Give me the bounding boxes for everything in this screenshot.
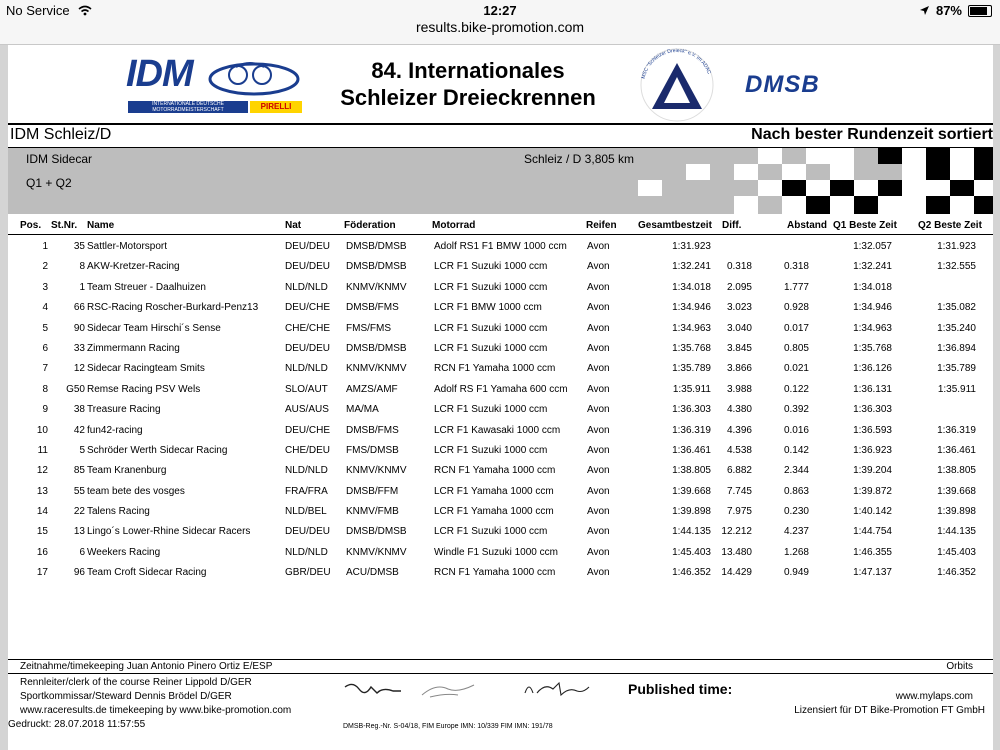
registration-text: DMSB-Reg.-Nr. S-04/18, FIM Europe IMN: 10/339 FIM IMN: 191/78 <box>343 723 553 730</box>
cell-q2: 1:35.911 <box>937 383 976 395</box>
table-row <box>8 502 993 522</box>
col-stnr: St.Nr. <box>51 220 78 231</box>
cell-nat: NLD/NLD <box>285 363 328 375</box>
clock: 12:27 <box>483 3 517 18</box>
cell-pos: 8 <box>42 383 48 395</box>
cell-nat: GBR/DEU <box>285 567 331 579</box>
cell-best: 1:35.789 <box>672 363 711 375</box>
table-row <box>8 421 993 441</box>
cell-q1: 1:35.768 <box>853 342 892 354</box>
event-title-line1: 84. Internationales <box>371 58 565 83</box>
cell-nat: NLD/BEL <box>285 506 327 518</box>
col-tyres: Reifen <box>586 220 617 231</box>
cell-fed: DMSB/FMS <box>346 424 399 436</box>
cell-name: Sidecar Team Hirschi´s Sense <box>87 322 221 334</box>
cell-q1: 1:39.204 <box>853 465 892 477</box>
cell-fed: ACU/DMSB <box>346 567 399 579</box>
cell-q2: 1:35.082 <box>937 302 976 314</box>
table-row <box>8 543 993 563</box>
cell-fed: DMSB/DMSB <box>346 342 407 354</box>
cell-diff: 3.988 <box>726 383 752 395</box>
cell-tyres: Avon <box>587 424 610 436</box>
cell-best: 1:34.018 <box>672 281 711 293</box>
cell-nat: SLO/AUT <box>285 383 328 395</box>
cell-fed: FMS/FMS <box>346 322 391 334</box>
cell-q2: 1:31.923 <box>937 241 976 252</box>
table-row <box>8 339 993 359</box>
cell-q1: 1:34.018 <box>853 281 892 293</box>
cell-name: Lingo´s Lower-Rhine Sidecar Racers <box>87 526 251 538</box>
results-table-body <box>8 237 993 584</box>
cell-fed: DMSB/FMS <box>346 302 399 314</box>
cell-pos: 12 <box>36 465 48 477</box>
cell-diff: 7.975 <box>726 506 752 518</box>
cell-fed: DMSB/DMSB <box>346 261 407 273</box>
class-label: IDM Sidecar <box>26 152 93 166</box>
cell-fed: DMSB/FFM <box>346 485 399 497</box>
cell-nr: G50 <box>66 383 85 395</box>
cell-gap: 0.016 <box>783 424 809 436</box>
cell-name: Team Streuer - Daalhuizen <box>87 281 206 293</box>
cell-nr: 35 <box>73 241 85 252</box>
cell-gap: 0.949 <box>783 567 809 579</box>
table-row <box>8 522 993 542</box>
cell-pos: 5 <box>42 322 48 334</box>
cell-diff: 0.318 <box>726 261 752 273</box>
cell-fed: AMZS/AMF <box>346 383 398 395</box>
signature-3 <box>523 679 593 701</box>
cell-bike: RCN F1 Yamaha 1000 ccm <box>434 465 556 477</box>
battery-percent: 87% <box>935 3 962 18</box>
cell-bike: RCN F1 Yamaha 1000 ccm <box>434 567 556 579</box>
cell-nat: AUS/AUS <box>285 404 329 416</box>
table-row <box>8 278 993 298</box>
cell-q2: 1:36.894 <box>937 342 976 354</box>
cell-nat: NLD/NLD <box>285 281 328 293</box>
cell-tyres: Avon <box>587 281 610 293</box>
cell-pos: 17 <box>36 567 48 579</box>
cell-gap: 2.344 <box>783 465 809 477</box>
cell-nr: 12 <box>73 363 85 375</box>
cell-best: 1:34.963 <box>672 322 711 334</box>
divider <box>8 673 993 674</box>
cell-pos: 4 <box>42 302 48 314</box>
col-gap: Abstand <box>787 220 827 231</box>
cell-tyres: Avon <box>587 404 610 416</box>
col-q2: Q2 Beste Zeit <box>918 220 982 231</box>
cell-bike: LCR F1 Suzuki 1000 ccm <box>434 526 548 538</box>
cell-nat: NLD/NLD <box>285 546 328 558</box>
cell-tyres: Avon <box>587 302 610 314</box>
cell-diff: 12.212 <box>721 526 752 538</box>
cell-name: RSC-Racing Roscher-Burkard-Penz13 <box>87 302 259 314</box>
cell-bike: LCR F1 BMW 1000 ccm <box>434 302 542 314</box>
cell-name: Talens Racing <box>87 506 150 518</box>
cell-nr: 66 <box>73 302 85 314</box>
cell-tyres: Avon <box>587 526 610 538</box>
cell-q1: 1:47.137 <box>853 567 892 579</box>
col-name: Name <box>87 220 115 231</box>
cell-nat: DEU/CHE <box>285 424 331 436</box>
dmsb-logo: DMSB <box>745 71 820 98</box>
cell-pos: 15 <box>36 526 48 538</box>
cell-fed: KNMV/KNMV <box>346 363 407 375</box>
cell-gap: 0.021 <box>783 363 809 375</box>
cell-gap: 1.777 <box>783 281 809 293</box>
cell-diff: 6.882 <box>726 465 752 477</box>
cell-best: 1:31.923 <box>672 241 711 252</box>
cell-nat: FRA/FRA <box>285 485 328 497</box>
cell-q1: 1:40.142 <box>853 506 892 518</box>
col-nat: Nat <box>285 220 302 231</box>
clerk-text: Rennleiter/clerk of the course Reiner Lippold D/GER <box>20 677 252 688</box>
cell-bike: Windle F1 Suzuki 1000 ccm <box>434 546 558 558</box>
battery-fill <box>970 7 987 15</box>
cell-diff: 4.538 <box>726 444 752 456</box>
cell-q1: 1:44.754 <box>853 526 892 538</box>
divider <box>8 659 993 660</box>
cell-pos: 11 <box>37 444 48 456</box>
cell-nr: 55 <box>73 485 85 497</box>
cell-nr: 33 <box>73 342 85 354</box>
cell-pos: 3 <box>42 281 48 293</box>
cell-pos: 13 <box>36 485 48 497</box>
cell-tyres: Avon <box>587 546 610 558</box>
idm-logo <box>126 53 306 115</box>
cell-pos: 14 <box>36 506 48 518</box>
cell-bike: LCR F1 Suzuki 1000 ccm <box>434 261 548 273</box>
results-page <box>8 45 993 750</box>
cell-name: AKW-Kretzer-Racing <box>87 261 180 273</box>
cell-pos: 6 <box>42 342 48 354</box>
cell-fed: KNMV/KNMV <box>346 281 407 293</box>
cell-name: Remse Racing PSV Wels <box>87 383 201 395</box>
cell-diff: 13.480 <box>721 546 752 558</box>
raceresults-link[interactable]: www.raceresults.de timekeeping by www.bike-promotion.com <box>20 705 292 716</box>
cell-pos: 2 <box>42 261 48 273</box>
cell-gap: 0.863 <box>783 485 809 497</box>
cell-diff: 3.023 <box>726 302 752 314</box>
cell-q1: 1:34.946 <box>853 302 892 314</box>
cell-nat: CHE/DEU <box>285 444 331 456</box>
cell-best: 1:38.805 <box>672 465 711 477</box>
signature-2 <box>418 679 478 701</box>
cell-fed: MA/MA <box>346 404 379 416</box>
cell-nat: DEU/CHE <box>285 302 331 314</box>
cell-bike: LCR F1 Suzuki 1000 ccm <box>434 281 548 293</box>
cell-name: fun42-racing <box>87 424 143 436</box>
sort-label: Nach bester Rundenzeit sortiert <box>751 126 993 143</box>
cell-nr: 42 <box>73 424 85 436</box>
cell-diff: 4.396 <box>726 424 752 436</box>
pirelli-logo: PIRELLI <box>250 101 302 113</box>
table-row <box>8 359 993 379</box>
cell-nat: DEU/DEU <box>285 261 331 273</box>
cell-nat: DEU/DEU <box>285 241 331 252</box>
cell-bike: LCR F1 Yamaha 1000 ccm <box>434 506 554 518</box>
event-title <box>308 57 628 111</box>
address-bar[interactable] <box>0 20 1000 45</box>
page-title: IDM Schleiz/D <box>10 126 112 143</box>
cell-best: 1:35.768 <box>672 342 711 354</box>
cell-best: 1:36.319 <box>672 424 711 436</box>
idm-logo-text: IDM <box>126 53 193 95</box>
cell-q2: 1:45.403 <box>937 546 976 558</box>
cell-gap: 0.805 <box>783 342 809 354</box>
cell-gap: 0.928 <box>783 302 809 314</box>
cell-name: Team Croft Sidecar Racing <box>87 567 207 579</box>
cell-diff: 7.745 <box>726 485 752 497</box>
cell-name: Sidecar Racingteam Smits <box>87 363 205 375</box>
footer <box>8 657 993 750</box>
cell-nr: 90 <box>73 322 85 334</box>
cell-best: 1:39.898 <box>672 506 711 518</box>
cell-tyres: Avon <box>587 465 610 477</box>
cell-q1: 1:46.355 <box>853 546 892 558</box>
cell-nr: 85 <box>73 465 85 477</box>
cell-bike: Adolf RS1 F1 BMW 1000 ccm <box>434 241 567 252</box>
cell-gap: 0.017 <box>783 322 809 334</box>
cell-nat: DEU/DEU <box>285 526 331 538</box>
cell-nr: 5 <box>79 444 85 456</box>
cell-diff: 4.380 <box>726 404 752 416</box>
cell-name: Schröder Werth Sidecar Racing <box>87 444 228 456</box>
table-row <box>8 237 993 257</box>
msc-logo-text: MSC "Schleizer Dreieck" e.V. im ADAC <box>640 47 712 80</box>
col-pos: Pos. <box>20 220 42 231</box>
cell-fed: KNMV/KNMV <box>346 546 407 558</box>
cell-bike: RCN F1 Yamaha 1000 ccm <box>434 363 556 375</box>
table-row <box>8 298 993 318</box>
cell-fed: DMSB/DMSB <box>346 526 407 538</box>
cell-gap: 0.318 <box>783 261 809 273</box>
col-best-time: Gesamtbestzeit <box>638 220 712 231</box>
cell-tyres: Avon <box>587 383 610 395</box>
cell-bike: LCR F1 Suzuki 1000 ccm <box>434 404 548 416</box>
cell-best: 1:45.403 <box>672 546 711 558</box>
cell-diff: 3.845 <box>726 342 752 354</box>
cell-tyres: Avon <box>587 363 610 375</box>
title-bar <box>8 125 993 147</box>
cell-q1: 1:32.241 <box>853 261 892 273</box>
cell-q2: 1:39.898 <box>937 506 976 518</box>
cell-best: 1:34.946 <box>672 302 711 314</box>
cell-bike: LCR F1 Suzuki 1000 ccm <box>434 444 548 456</box>
motorcycle-icon <box>208 57 300 97</box>
divider <box>8 234 993 235</box>
cell-nat: CHE/CHE <box>285 322 331 334</box>
table-row <box>8 441 993 461</box>
table-row <box>8 380 993 400</box>
cell-q2: 1:35.240 <box>937 322 976 334</box>
cell-nr: 22 <box>73 506 85 518</box>
cell-bike: LCR F1 Yamaha 1000 ccm <box>434 485 554 497</box>
cell-best: 1:32.241 <box>672 261 711 273</box>
cell-fed: KNMV/FMB <box>346 506 399 518</box>
cell-q1: 1:32.057 <box>853 241 892 252</box>
cell-gap: 1.268 <box>783 546 809 558</box>
cell-gap: 0.230 <box>783 506 809 518</box>
table-row <box>8 319 993 339</box>
cell-q2: 1:44.135 <box>937 526 976 538</box>
checkered-flag-pattern <box>638 148 993 214</box>
cell-tyres: Avon <box>587 241 610 252</box>
col-q1: Q1 Beste Zeit <box>833 220 897 231</box>
col-diff: Diff. <box>722 220 742 231</box>
cell-pos: 1 <box>42 241 48 252</box>
idm-subtitle: INTERNATIONALE DEUTSCHE MOTORRADMEISTERSCHAFT <box>128 101 248 113</box>
cell-q1: 1:36.303 <box>853 404 892 416</box>
cell-fed: FMS/DMSB <box>346 444 399 456</box>
cell-q2: 1:36.461 <box>937 444 976 456</box>
cell-tyres: Avon <box>587 322 610 334</box>
cell-best: 1:36.461 <box>672 444 711 456</box>
cell-q2: 1:38.805 <box>937 465 976 477</box>
printed-timestamp: Gedruckt: 28.07.2018 11:57:55 <box>8 719 146 730</box>
licence-text: Lizensiert für DT Bike-Promotion FT GmbH <box>794 705 985 716</box>
session-info <box>8 148 993 214</box>
cell-q1: 1:36.923 <box>853 444 892 456</box>
status-bar <box>0 0 1000 20</box>
cell-nr: 96 <box>73 567 85 579</box>
timekeeping-text: Zeitnahme/timekeeping Juan Antonio Pinero Ortiz E/ESP <box>20 661 273 672</box>
msc-schleizer-dreieck-logo <box>622 47 732 123</box>
cell-best: 1:46.352 <box>672 567 711 579</box>
carrier-label: No Service <box>6 3 70 18</box>
table-row <box>8 257 993 277</box>
cell-bike: Adolf RS F1 Yamaha 600 ccm <box>434 383 568 395</box>
cell-diff: 3.040 <box>726 322 752 334</box>
header-banner <box>8 45 993 123</box>
results-table-header <box>8 220 993 234</box>
mylaps-link[interactable]: www.mylaps.com <box>895 691 973 702</box>
cell-gap: 0.392 <box>783 404 809 416</box>
cell-nat: DEU/DEU <box>285 342 331 354</box>
cell-name: Team Kranenburg <box>87 465 167 477</box>
cell-gap: 0.122 <box>783 383 809 395</box>
cell-q1: 1:34.963 <box>853 322 892 334</box>
cell-q1: 1:36.131 <box>853 383 892 395</box>
cell-best: 1:39.668 <box>672 485 711 497</box>
orbits-text: Orbits <box>946 661 973 672</box>
cell-fed: KNMV/KNMV <box>346 465 407 477</box>
cell-name: Weekers Racing <box>87 546 161 558</box>
cell-tyres: Avon <box>587 444 610 456</box>
cell-best: 1:44.135 <box>672 526 711 538</box>
cell-nr: 8 <box>79 261 85 273</box>
cell-best: 1:36.303 <box>672 404 711 416</box>
cell-nr: 1 <box>79 281 85 293</box>
cell-nr: 6 <box>79 546 85 558</box>
cell-name: Sattler-Motorsport <box>87 241 168 252</box>
cell-fed: DMSB/DMSB <box>346 241 407 252</box>
cell-q1: 1:36.593 <box>853 424 892 436</box>
cell-tyres: Avon <box>587 506 610 518</box>
cell-q2: 1:46.352 <box>937 567 976 579</box>
table-row <box>8 563 993 583</box>
cell-pos: 16 <box>36 546 48 558</box>
cell-gap: 4.237 <box>783 526 809 538</box>
cell-pos: 7 <box>42 363 48 375</box>
cell-name: Treasure Racing <box>87 404 161 416</box>
cell-tyres: Avon <box>587 485 610 497</box>
cell-nr: 13 <box>73 526 85 538</box>
event-title-line2: Schleizer Dreieckrennen <box>340 85 596 110</box>
table-row <box>8 482 993 502</box>
cell-q1: 1:39.872 <box>853 485 892 497</box>
cell-diff: 14.429 <box>721 567 752 579</box>
cell-diff: 3.866 <box>726 363 752 375</box>
cell-name: Zimmermann Racing <box>87 342 180 354</box>
cell-tyres: Avon <box>587 261 610 273</box>
published-time-label: Published time: <box>628 681 733 697</box>
col-federation: Föderation <box>344 220 396 231</box>
cell-pos: 9 <box>42 404 48 416</box>
cell-q2: 1:39.668 <box>937 485 976 497</box>
cell-pos: 10 <box>36 424 48 436</box>
location-arrow-icon <box>919 5 930 16</box>
table-row <box>8 461 993 481</box>
steward-text: Sportkommissar/Steward Dennis Brödel D/GER <box>20 691 232 702</box>
cell-name: team bete des vosges <box>87 485 185 497</box>
url-text[interactable]: results.bike-promotion.com <box>415 19 585 35</box>
session-label: Q1 + Q2 <box>26 176 72 190</box>
cell-q2: 1:35.789 <box>937 363 976 375</box>
cell-nr: 38 <box>73 404 85 416</box>
battery-icon <box>968 5 992 17</box>
col-bike: Motorrad <box>432 220 476 231</box>
cell-gap: 0.142 <box>783 444 809 456</box>
table-row <box>8 400 993 420</box>
cell-q2: 1:32.555 <box>937 261 976 273</box>
cell-nat: NLD/NLD <box>285 465 328 477</box>
cell-bike: LCR F1 Suzuki 1000 ccm <box>434 322 548 334</box>
cell-tyres: Avon <box>587 342 610 354</box>
cell-bike: LCR F1 Suzuki 1000 ccm <box>434 342 548 354</box>
cell-diff: 2.095 <box>726 281 752 293</box>
cell-q2: 1:36.319 <box>937 424 976 436</box>
cell-bike: LCR F1 Kawasaki 1000 ccm <box>434 424 561 436</box>
track-label: Schleiz / D 3,805 km <box>524 152 635 166</box>
cell-best: 1:35.911 <box>672 383 711 395</box>
cell-q1: 1:36.126 <box>853 363 892 375</box>
cell-tyres: Avon <box>587 567 610 579</box>
signature-1 <box>343 679 403 701</box>
